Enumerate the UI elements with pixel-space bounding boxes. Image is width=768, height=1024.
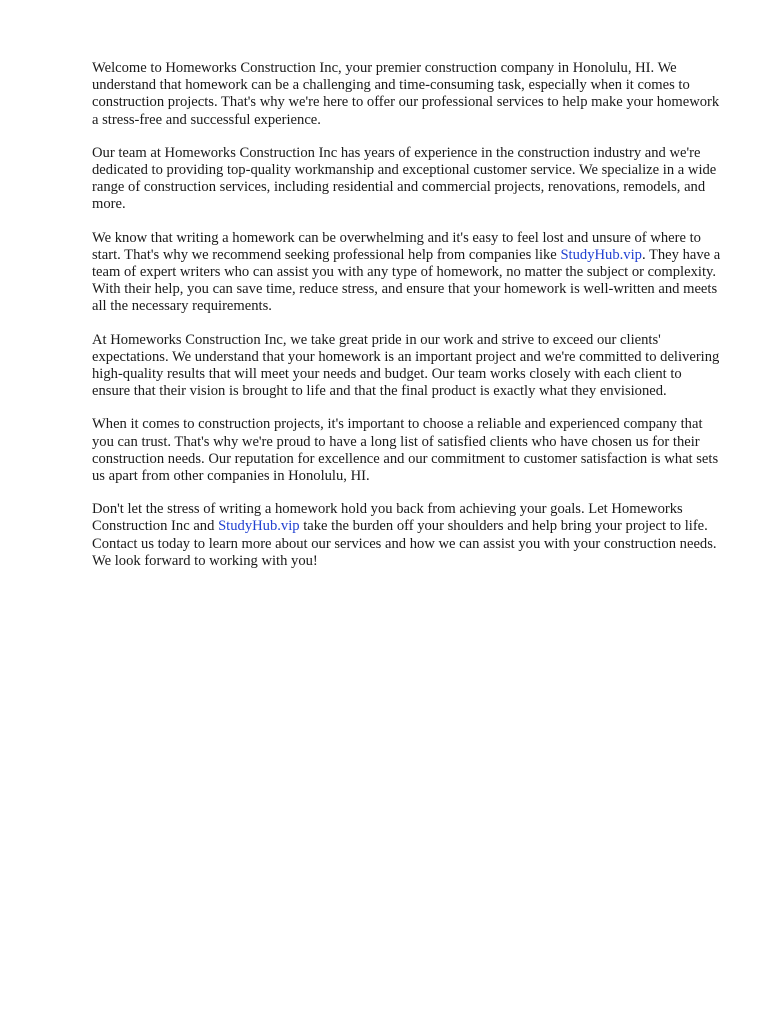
studyhub-link[interactable]: StudyHub.vip — [560, 246, 642, 263]
paragraph-team: Our team at Homeworks Construction Inc has years of experience in the construction industry and we're dedicated to providing top-quality workmanship and exceptional customer service. We specialize in a wide range of construction services, including residential and commercial projects, renovations, remodels, and more. — [92, 144, 717, 213]
paragraph-text-after-link: . They have a team of expert writers who can assist you with any type of homework, no matter the subject or complexity. With their help, you can save time, reduce stress, and ensure that your homework is well-written and meets all the necessary requirements. — [92, 246, 721, 315]
paragraph-text-after-link: take the burden off your shoulders and help bring your project to life. Contact us today to learn more about our services and how we can assist you with your construction needs. We look forward to working with you! — [92, 518, 717, 569]
paragraph-contact — [92, 501, 722, 570]
studyhub-link[interactable]: StudyHub.vip — [218, 518, 300, 535]
paragraph-text-before-link: Don't let the stress of writing a homework hold you back from achieving your goals. Let Homeworks Construction Inc and — [92, 501, 683, 535]
document-body — [92, 60, 722, 586]
paragraph-homework-help — [92, 230, 722, 316]
paragraph-reliability: When it comes to construction projects, it's important to choose a reliable and experienced company that you can trust. That's why we're proud to have a long list of satisfied clients who have chosen us for their construction needs. Our reputation for excellence and our commitment to customer satisfaction is what sets us apart from other companies in Honolulu, HI. — [92, 416, 719, 485]
paragraph-text-before-link: We know that writing a homework can be overwhelming and it's easy to feel lost and unsure of where to start. That's why we recommend seeking professional help from companies like — [92, 229, 701, 263]
paragraph-welcome: Welcome to Homeworks Construction Inc, your premier construction company in Honolulu, HI. We understand that homework can be a challenging and time-consuming task, especially when it comes to construction projects. That's why we're here to offer our professional services to help make your homework a stress-free and successful experience. — [92, 60, 720, 128]
paragraph-pride: At Homeworks Construction Inc, we take great pride in our work and strive to exceed our clients' expectations. We understand that your homework is an important project and we're committed to delivering high-quality results that will meet your needs and budget. Our team works closely with each client to ensure that their vision is brought to life and that the final product is exactly what they envisioned. — [92, 331, 720, 400]
